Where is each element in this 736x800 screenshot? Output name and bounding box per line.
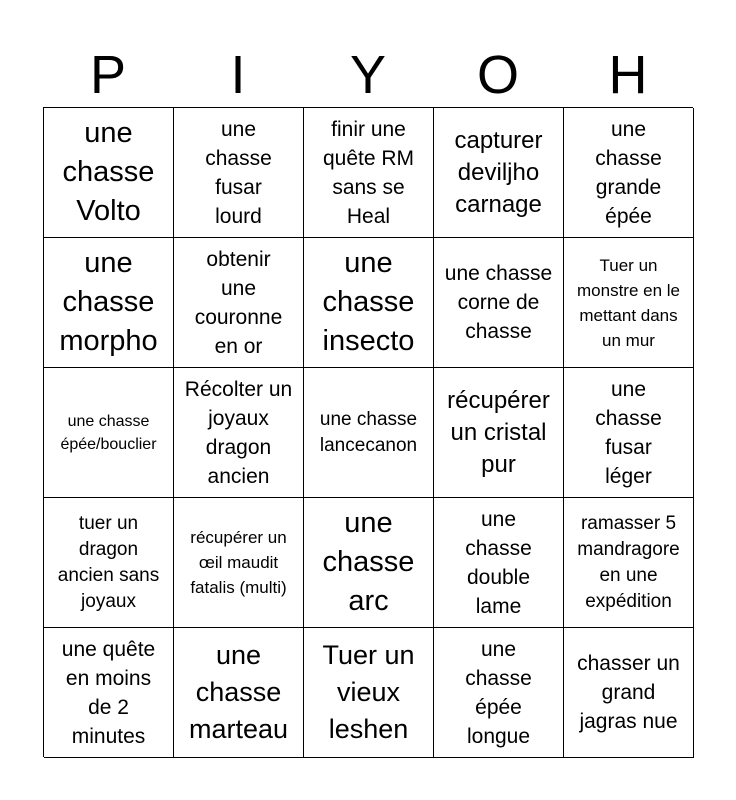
bingo-cell[interactable] <box>434 108 564 238</box>
bingo-cell[interactable] <box>564 238 694 368</box>
bingo-cell[interactable] <box>434 238 564 368</box>
cell-text: Tuer un vieux leshen <box>322 640 415 744</box>
bingo-cell[interactable] <box>174 368 304 498</box>
cell-text: une chasse fusar lourd <box>205 117 272 228</box>
cell-text: une chasse épée longue <box>465 637 532 748</box>
cell-text: Récolter un joyaux dragon ancien <box>184 377 293 488</box>
cell-text: une chasse insecto <box>322 247 415 357</box>
bingo-cell[interactable] <box>434 628 564 758</box>
cell-text: une chasse fusar léger <box>595 377 662 488</box>
bingo-cell[interactable] <box>304 238 434 368</box>
cell-text: une chasse marteau <box>188 640 289 744</box>
cell-text: une chasse arc <box>322 507 415 617</box>
bingo-cell[interactable] <box>174 498 304 628</box>
cell-text: ramasser 5 mandragore en une expédition <box>577 512 680 612</box>
bingo-cell[interactable] <box>44 238 174 368</box>
cell-text: récupérer un œil maudit fatalis (multi) <box>190 528 287 597</box>
bingo-cell[interactable] <box>434 498 564 628</box>
bingo-cell[interactable] <box>304 498 434 628</box>
bingo-cell[interactable] <box>304 368 434 498</box>
cell-text: une quête en moins de 2 minutes <box>61 637 156 748</box>
bingo-cell[interactable] <box>174 628 304 758</box>
cell-text: une chasse épée/bouclier <box>60 412 157 453</box>
bingo-cell[interactable] <box>174 108 304 238</box>
cell-text: une chasse Volto <box>62 117 155 227</box>
cell-text: Tuer un monstre en le mettant dans un mur <box>577 255 680 350</box>
header-letter-y: Y <box>349 45 387 105</box>
bingo-cell[interactable] <box>44 108 174 238</box>
cell-text: finir une quête RM sans se Heal <box>322 117 415 228</box>
cell-text: chasser un grand jagras nue <box>577 652 680 733</box>
bingo-cell[interactable] <box>434 368 564 498</box>
cell-text: récupérer un cristal pur <box>447 386 550 478</box>
cell-text: une chasse lancecanon <box>319 408 418 456</box>
bingo-cell[interactable] <box>44 498 174 628</box>
bingo-header <box>43 44 693 106</box>
bingo-cell[interactable] <box>44 628 174 758</box>
bingo-cell[interactable] <box>564 498 694 628</box>
bingo-grid <box>43 107 693 757</box>
cell-text: une chasse grande épée <box>595 117 662 228</box>
bingo-cell[interactable] <box>564 628 694 758</box>
bingo-cell[interactable] <box>44 368 174 498</box>
bingo-cell[interactable] <box>174 238 304 368</box>
header-letter-p: P <box>89 45 127 105</box>
cell-text: une chasse double lame <box>465 507 532 618</box>
cell-text: obtenir une couronne en or <box>194 247 283 358</box>
bingo-cell[interactable] <box>304 628 434 758</box>
cell-text: capturer deviljho carnage <box>454 126 543 218</box>
cell-text: tuer un dragon ancien sans joyaux <box>57 512 160 612</box>
bingo-cell[interactable] <box>304 108 434 238</box>
header-letter-o: O <box>476 45 519 105</box>
cell-text: une chasse morpho <box>59 247 158 357</box>
header-letter-h: H <box>608 45 648 105</box>
header-letter-i: I <box>230 45 246 105</box>
cell-text: une chasse corne de chasse <box>444 262 553 343</box>
bingo-cell[interactable] <box>564 108 694 238</box>
bingo-cell[interactable] <box>564 368 694 498</box>
